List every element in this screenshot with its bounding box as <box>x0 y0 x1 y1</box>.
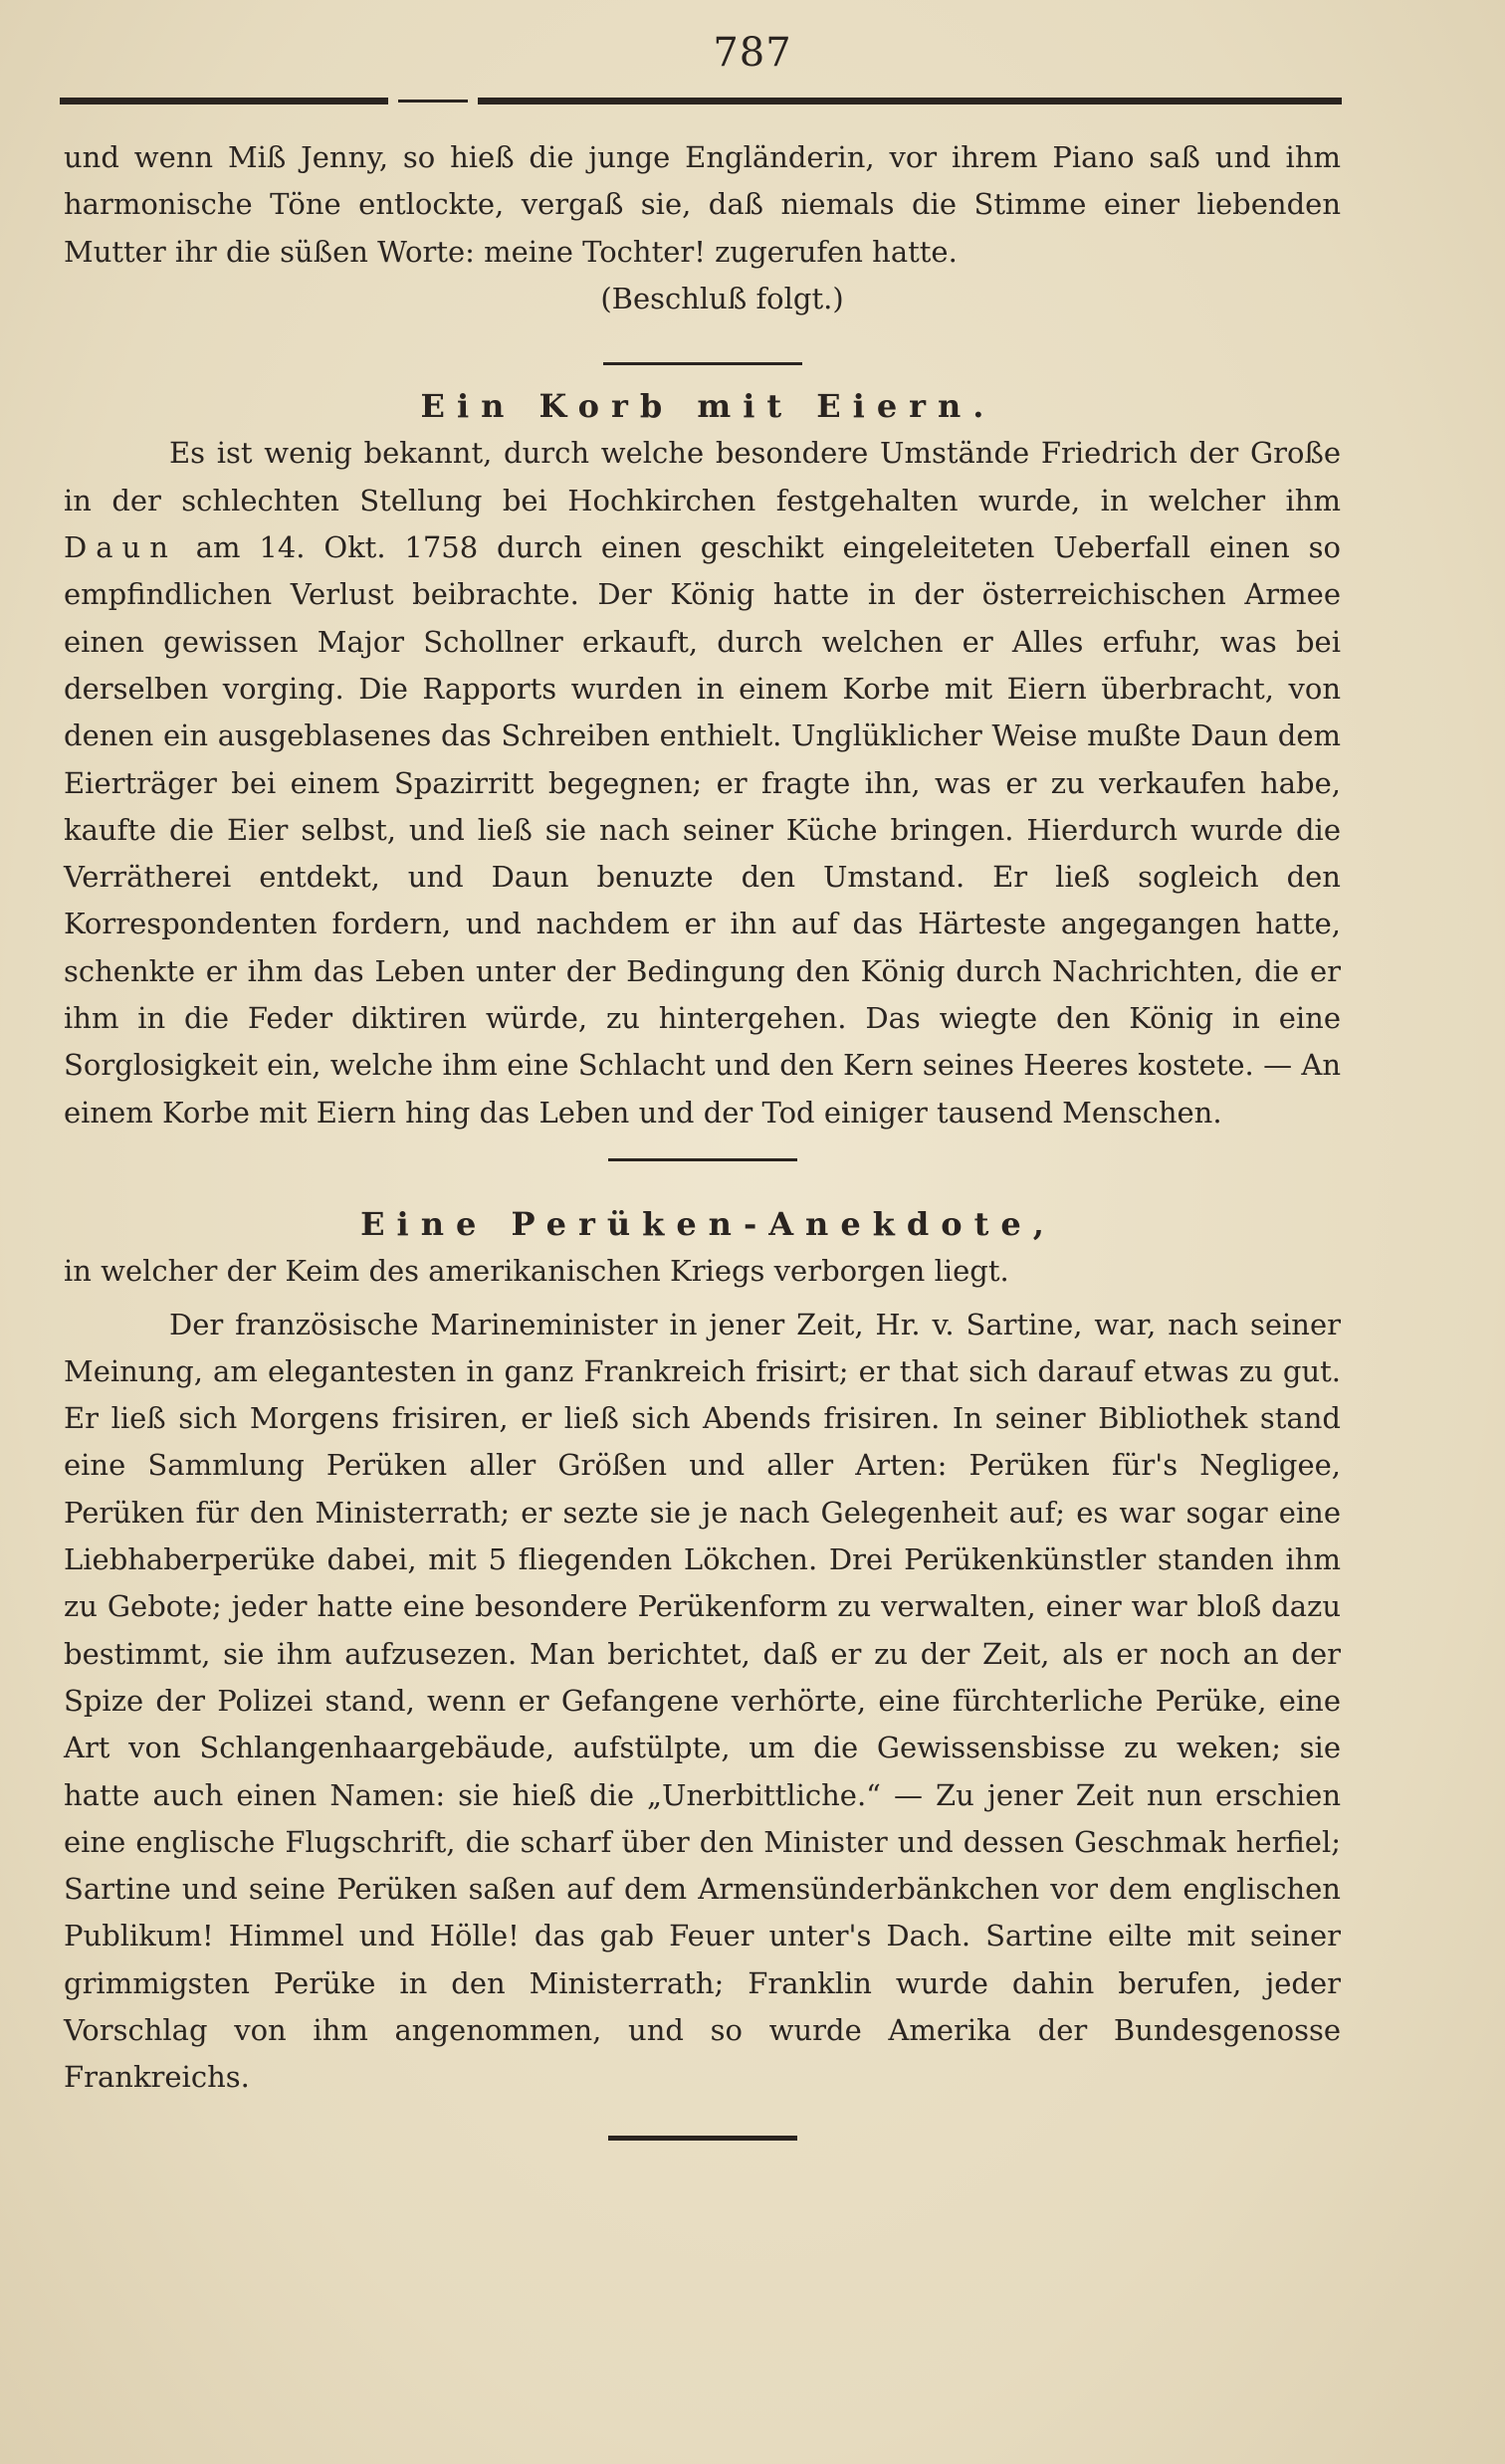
article-paragraph: Der französische Marineminister in jener Zeit, Hr. v. Sartine, war, nach seiner Meinung, am elegantesten in ganz Frankreich frisirt; er that sich darauf etwas zu gut. Er ließ sich Morgens frisiren, er ließ sich Abends frisiren. In seiner Bibliothek stand eine Sammlung Perüken aller Größen und aller Arten: Perüken für's Negligee, Perüken für den Ministerrath; er sezte sie je nach Gelegenheit auf; es war sogar eine Liebhaberperüke dabei, mit 5 fliegenden Lökchen. Drei Perükenkünstler standen ihm zu Gebote; jeder hatte eine besondere Perükenform zu verwalten, einer war bloß dazu bestimmt, sie ihm aufzusezen. Man berichtet, daß er zu der Zeit, als er noch an der Spize der Polizei stand, wenn er Gefangene verhörte, eine fürchterliche Perüke, eine Art von Schlangenhaargebäude, aufstülpte, um die Gewissensbisse zu weken; sie hatte auch einen Namen: sie hieß die „Unerbittliche.“ — Zu jener Zeit nun erschien eine englische Flugschrift, die scharf über den Minister und dessen Geschmak herfiel; Sartine und seine Perüken saßen auf dem Armensünderbänkchen vor dem englischen Publikum! Himmel und Hölle! das gab Feuer unter's Dach. Sartine eilte mit seiner grimmigsten Perüke in den Ministerrath; Franklin wurde dahin berufen, jeder Vorschlag von ihm angenommen, und so wurde Amerika der Bundesgenosse Frankreichs. <box>64 1307 1341 2095</box>
continuation-text: und wenn Miß Jenny, so hieß die junge Engländerin, vor ihrem Piano saß und ihm harmonische Töne entlockte, vergaß sie, daß niemals die Stimme einer liebenden Mutter ihr die süßen Worte: meine Tochter! zugerufen hatte. <box>64 140 1341 269</box>
section-separator <box>603 362 802 365</box>
header-rule-middle <box>398 100 468 103</box>
article-text-part: Es ist wenig bekannt, durch welche besondere Umstände Friedrich der Große in der schlechten Stellung bei Hochkirchen festgehalten wurde, in welcher ihm <box>64 436 1341 517</box>
article-paragraph <box>64 430 1341 1135</box>
header-rule <box>60 98 1342 103</box>
header-rule-right <box>478 98 1342 104</box>
article-subtitle: in welcher der Keim des amerikanischen Kriegs verborgen liegt. <box>64 1254 1009 1289</box>
article-title: Eine Perüken-Anekdote, <box>360 1204 1056 1243</box>
page-content <box>64 134 1341 2141</box>
end-rule <box>608 2136 797 2141</box>
header-rule-left <box>60 98 388 104</box>
page-number: 787 <box>713 30 792 76</box>
continuation-note: (Beschluß folgt.) <box>600 281 844 315</box>
name-daun: Daun <box>64 530 177 565</box>
article-text-part: am 14. Okt. 1758 durch einen geschikt eingeleiteten Ueberfall einen so empfindlichen Verlust beibrachte. Der König hatte in der österreichischen Armee einen gewissen Major Schollner erkauft, durch welchen er Alles erfuhr, was bei derselben vorging. Die Rapports wurden in einem Korbe mit Eiern überbracht, von denen ein ausgeblasenes das Schreiben enthielt. Unglüklicher Weise mußte Daun dem Eierträger bei einem Spazirritt begegnen; er fragte ihn, was er zu verkaufen habe, kaufte die Eier selbst, und ließ sie nach seiner Küche bringen. Hierdurch wurde die Verrätherei entdekt, und Daun benuzte den Umstand. Er ließ sogleich den Korrespondenten fordern, und nachdem er ihn auf das Härteste angegangen hatte, schenkte er ihm das Leben unter der Bedingung den König durch Nachrichten, die er ihm in die Feder diktiren würde, zu hintergehen. Das wiegte den König in eine Sorglosigkeit ein, welche ihm eine Schlacht und den Kern seines Heeres kostete. — An einem Korbe mit Eiern hing das Leben und der Tod einiger tausend Menschen. <box>64 530 1341 1129</box>
article-title: Ein Korb mit Eiern. <box>420 387 996 426</box>
section-separator <box>608 1158 797 1161</box>
